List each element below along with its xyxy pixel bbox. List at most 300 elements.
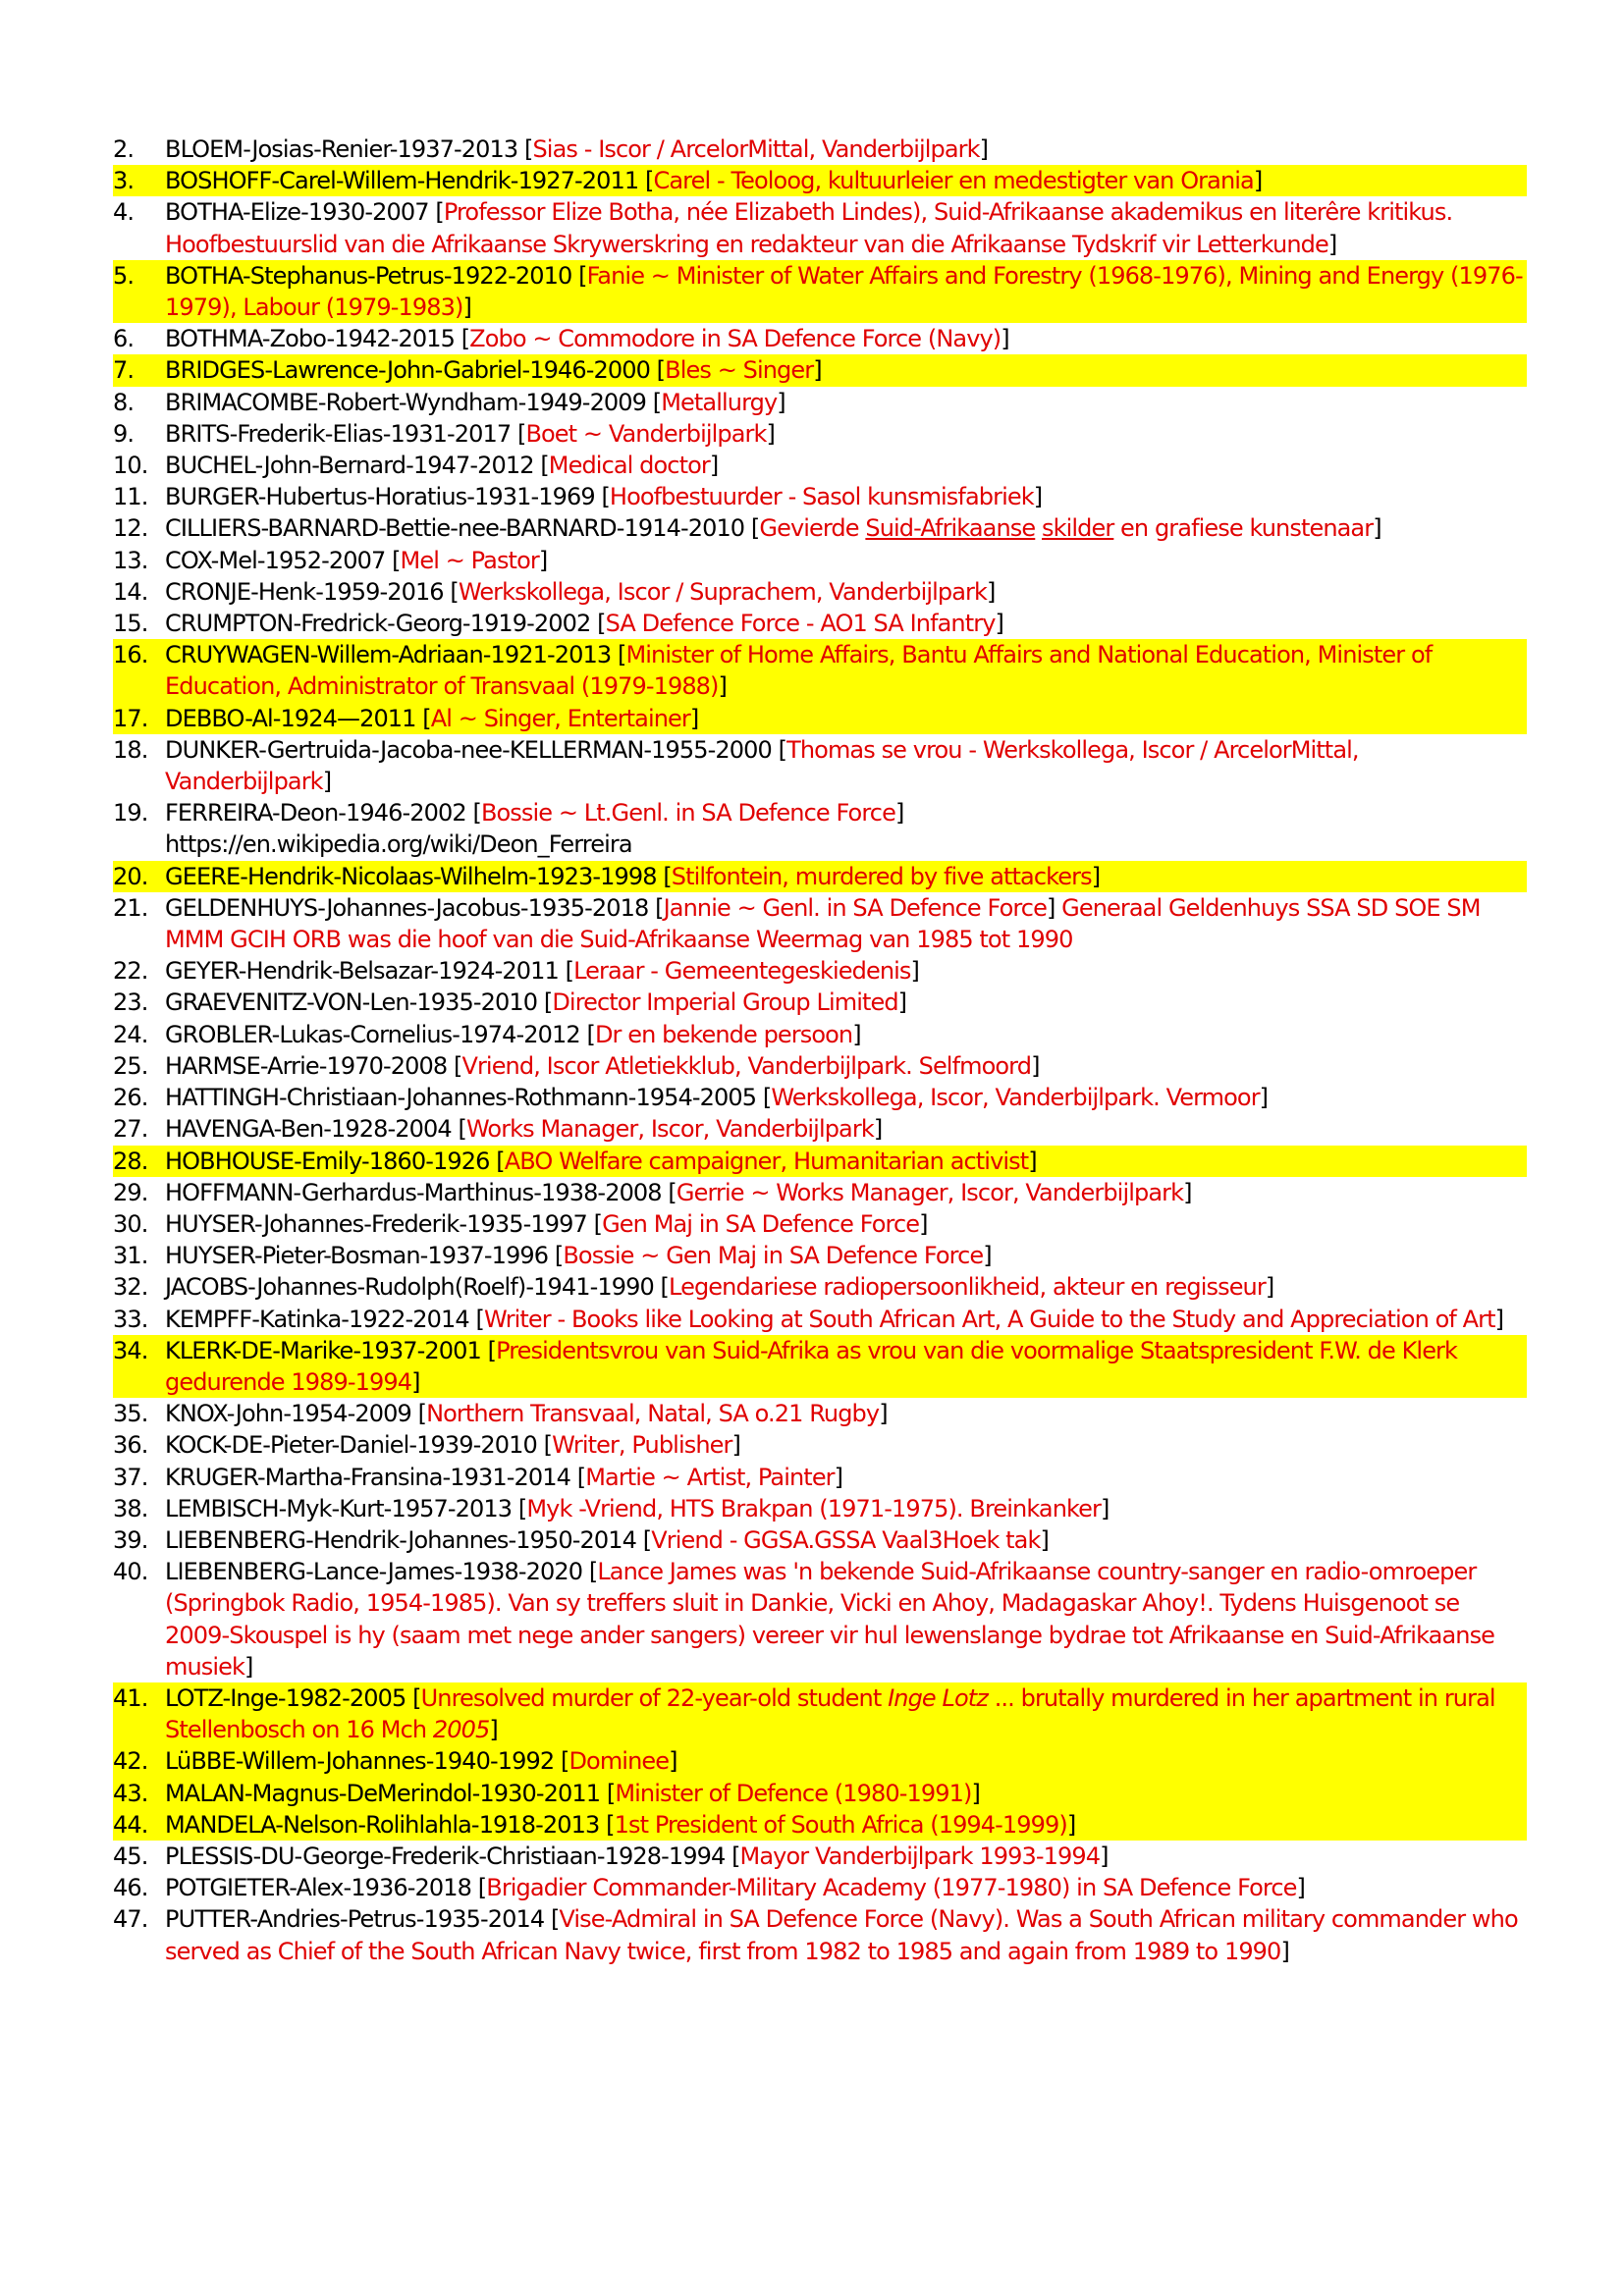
open-bracket: [ xyxy=(656,862,672,890)
list-item-number: 17. xyxy=(113,704,148,732)
open-bracket: [ xyxy=(517,135,533,163)
list-item xyxy=(113,450,1527,481)
close-bracket: ] xyxy=(1046,893,1056,922)
close-bracket: ] xyxy=(873,1115,883,1144)
close-bracket: ] xyxy=(731,1431,740,1460)
close-bracket: ] xyxy=(489,1716,498,1744)
person-name: LEMBISCH-Myk-Kurt-1957-2013 xyxy=(165,1494,513,1522)
list-item xyxy=(113,1493,1527,1524)
list-item-number: 26. xyxy=(113,1084,148,1112)
close-bracket: ] xyxy=(766,419,775,448)
list-item-number: 15. xyxy=(113,610,148,638)
person-description: Unresolved murder of 22-year-old student xyxy=(420,1683,889,1712)
open-bracket: [ xyxy=(410,1400,427,1428)
list-item xyxy=(113,545,1527,576)
list-item-text xyxy=(165,955,1527,987)
list-item-text xyxy=(165,1841,1527,1872)
close-bracket: ] xyxy=(1101,1494,1110,1522)
list-item-number: 40. xyxy=(113,1558,148,1586)
person-name: KLERK-DE-Marike-1937-2001 xyxy=(165,1336,481,1364)
list-item-text xyxy=(165,892,1527,955)
list-item-text xyxy=(165,1778,1527,1809)
list-item-text xyxy=(165,1524,1527,1556)
list-item-text xyxy=(165,1556,1527,1682)
list-item-text xyxy=(165,133,1527,165)
list-item-text xyxy=(165,576,1527,608)
person-name: PUTTER-Andries-Petrus-1935-2014 xyxy=(165,1905,545,1934)
list-item-number: 37. xyxy=(113,1463,148,1491)
list-item xyxy=(113,1462,1527,1493)
list-item-text xyxy=(165,1208,1527,1240)
person-description: Vriend, Iscor Atletiekklub, Vanderbijlpark. Selfmoord xyxy=(461,1051,1032,1080)
close-bracket: ] xyxy=(1296,1874,1305,1902)
list-item-number: 10. xyxy=(113,452,148,480)
list-item-highlighted xyxy=(113,1778,1527,1809)
list-item-number: 22. xyxy=(113,957,148,986)
open-bracket: [ xyxy=(489,1147,505,1175)
list-item-text xyxy=(165,1745,1527,1777)
list-item-number: 45. xyxy=(113,1842,148,1870)
list-item xyxy=(113,512,1527,544)
list-item-text xyxy=(165,608,1527,639)
open-bracket: [ xyxy=(415,704,431,732)
person-name: LOTZ-Inge-1982-2005 xyxy=(165,1683,406,1712)
person-name: HOFFMANN-Gerhardus-Marthinus-1938-2008 xyxy=(165,1178,662,1206)
person-description: Writer, Publisher xyxy=(552,1431,732,1460)
person-name: CILLIERS-BARNARD-Bettie-nee-BARNARD-1914-2010 xyxy=(165,514,745,543)
person-description: Mel ~ Pastor xyxy=(400,546,539,574)
list-item xyxy=(113,1113,1527,1145)
open-bracket: [ xyxy=(771,735,787,764)
person-name: DUNKER-Gertruida-Jacoba-nee-KELLERMAN-1955-2000 xyxy=(165,735,772,764)
list-item xyxy=(113,608,1527,639)
person-name: PLESSIS-DU-George-Frederik-Christiaan-1928-1994 xyxy=(165,1842,726,1870)
open-bracket: [ xyxy=(447,1051,462,1080)
open-bracket: [ xyxy=(548,1242,564,1270)
person-description-extra: Generaal Geldenhuys SSA SD SOE SM MMM GCIH ORB was die hoof van die Suid-Afrikaanse Weermag van 1985 tot 1990 xyxy=(165,893,1481,954)
person-description: Writer - Books like Looking at South African Art, A Guide to the Study and Appreciation of Art xyxy=(483,1305,1495,1333)
list-item-number: 34. xyxy=(113,1336,148,1364)
list-item-text xyxy=(165,1335,1527,1398)
list-item-number: 35. xyxy=(113,1400,148,1428)
list-item-highlighted xyxy=(113,1146,1527,1177)
list-item-highlighted xyxy=(113,1745,1527,1777)
close-bracket: ] xyxy=(979,135,989,163)
list-item xyxy=(113,1050,1527,1082)
person-description: Northern Transvaal, Natal, SA o.21 Rugby xyxy=(426,1400,880,1428)
list-item-text xyxy=(165,797,1527,860)
list-item xyxy=(113,1524,1527,1556)
list-item-number: 21. xyxy=(113,893,148,922)
list-item-number: 13. xyxy=(113,546,148,574)
open-bracket: [ xyxy=(465,799,481,828)
close-bracket: ] xyxy=(669,1747,677,1776)
list-item-text xyxy=(165,1177,1527,1208)
person-name: HUYSER-Johannes-Frederik-1935-1997 xyxy=(165,1209,587,1238)
close-bracket: ] xyxy=(1033,483,1043,511)
list-item-number: 3. xyxy=(113,167,135,195)
person-description: Gevierde xyxy=(759,514,866,543)
list-item-number: 20. xyxy=(113,862,148,890)
list-item-number: 41. xyxy=(113,1683,148,1712)
list-item-number: 23. xyxy=(113,988,148,1017)
person-description: Professor Elize Botha, née Elizabeth Lindes), Suid-Afrikaanse akademikus en literêre kritikus. Hoofbestuurslid van die Afrikaanse Skrywerskring en redakteur van die Afrikaanse Tydskrif vir Letterkunde xyxy=(165,198,1453,258)
open-bracket: [ xyxy=(544,1905,560,1934)
close-bracket: ] xyxy=(1100,1842,1109,1870)
person-name: MANDELA-Nelson-Rolihlahla-1918-2013 xyxy=(165,1810,600,1839)
open-bracket: [ xyxy=(385,546,401,574)
person-name: FERREIRA-Deon-1946-2002 xyxy=(165,799,466,828)
person-description: 1st President of South Africa (1994-1999) xyxy=(614,1810,1067,1839)
close-bracket: ] xyxy=(879,1400,888,1428)
person-name: GEYER-Hendrik-Belsazar-1924-2011 xyxy=(165,957,559,986)
person-description: Minister of Home Affairs, Bantu Affairs and National Education, Minister of Education, Administrator of Transvaal (1979-1988) xyxy=(165,641,1433,701)
person-description: Al ~ Singer, Entertainer xyxy=(430,704,690,732)
list-item-text xyxy=(165,861,1527,892)
person-description: Jannie ~ Genl. in SA Defence Force xyxy=(663,893,1047,922)
open-bracket: [ xyxy=(590,610,606,638)
person-description: Minister of Defence (1980-1991) xyxy=(615,1779,972,1807)
person-description: Vise-Admiral in SA Defence Force (Navy). Was a South African military commander who served as Chief of the South African Navy twice, first from 1982 to 1985 and again from 1989 to 1990 xyxy=(165,1905,1518,1965)
person-description: Werkskollega, Iscor / Suprachem, Vanderbijlpark xyxy=(458,577,987,606)
open-bracket: [ xyxy=(636,1525,652,1554)
close-bracket: ] xyxy=(1280,1937,1289,1965)
person-name: DEBBO-Al-1924—2011 xyxy=(165,704,416,732)
close-bracket: ] xyxy=(894,799,904,828)
person-description: Brigadier Commander-Military Academy (1977-1980) in SA Defence Force xyxy=(486,1874,1297,1902)
close-bracket: ] xyxy=(322,768,332,796)
description-text: ... brutally murdered in her apartment in rural Stellenbosch on 16 Mch xyxy=(165,1683,1495,1744)
list-item xyxy=(113,481,1527,512)
list-item-number: 32. xyxy=(113,1273,148,1302)
close-bracket: ] xyxy=(538,546,548,574)
list-item-text xyxy=(165,450,1527,481)
list-item-number: 46. xyxy=(113,1874,148,1902)
list-item-text xyxy=(165,1682,1527,1745)
list-item-text xyxy=(165,1809,1527,1841)
open-bracket: [ xyxy=(611,641,626,669)
list-item-text xyxy=(165,354,1527,386)
list-item-text xyxy=(165,1398,1527,1429)
close-bracket: ] xyxy=(919,1209,928,1238)
reference-url: https://en.wikipedia.org/wiki/Deon_Ferreira xyxy=(165,830,632,859)
open-bracket: [ xyxy=(468,1305,484,1333)
list-item xyxy=(113,1398,1527,1429)
person-name: HARMSE-Arrie-1970-2008 xyxy=(165,1051,448,1080)
close-bracket: ] xyxy=(983,1242,992,1270)
description-text: en grafiese kunstenaar xyxy=(1113,514,1374,543)
list-item-number: 31. xyxy=(113,1242,148,1270)
close-bracket: ] xyxy=(1253,167,1263,195)
person-name: CRUMPTON-Fredrick-Georg-1919-2002 xyxy=(165,610,591,638)
description-italic: Inge Lotz xyxy=(888,1683,988,1712)
open-bracket: [ xyxy=(533,452,549,480)
list-item-number: 27. xyxy=(113,1115,148,1144)
list-item-text xyxy=(165,639,1527,702)
open-bracket: [ xyxy=(536,1431,553,1460)
person-name: BOTHMA-Zobo-1942-2015 xyxy=(165,325,455,353)
person-description: Gerrie ~ Works Manager, Iscor, Vanderbijlpark xyxy=(676,1178,1184,1206)
close-bracket: ] xyxy=(813,356,822,385)
list-item-number: 25. xyxy=(113,1051,148,1080)
person-name: MALAN-Magnus-DeMerindol-1930-2011 xyxy=(165,1779,601,1807)
open-bracket: [ xyxy=(428,198,444,227)
list-item-text xyxy=(165,1082,1527,1113)
open-bracket: [ xyxy=(406,1683,421,1712)
open-bracket: [ xyxy=(594,483,610,511)
list-item-highlighted xyxy=(113,354,1527,386)
open-bracket: [ xyxy=(558,957,574,986)
close-bracket: ] xyxy=(411,1367,420,1396)
person-name: BRIDGES-Lawrence-John-Gabriel-1946-2000 xyxy=(165,356,650,385)
list-item-text xyxy=(165,165,1527,196)
person-description: Medical doctor xyxy=(548,452,710,480)
list-item-number: 8. xyxy=(113,388,135,416)
close-bracket: ] xyxy=(1001,325,1009,353)
person-name: KNOX-John-1954-2009 xyxy=(165,1400,411,1428)
list-item xyxy=(113,1240,1527,1271)
open-bracket: [ xyxy=(648,893,664,922)
list-item-number: 2. xyxy=(113,135,135,163)
close-bracket: ] xyxy=(1183,1178,1192,1206)
person-description: SA Defence Force - AO1 SA Infantry xyxy=(605,610,996,638)
person-description: Boet ~ Vanderbijlpark xyxy=(525,419,767,448)
list-item xyxy=(113,1872,1527,1903)
open-bracket: [ xyxy=(756,1084,772,1112)
description-underlined: skilder xyxy=(1042,514,1114,543)
list-item-number: 5. xyxy=(113,261,135,290)
open-bracket: [ xyxy=(480,1336,497,1364)
list-item-text xyxy=(165,418,1527,450)
list-item-number: 19. xyxy=(113,799,148,828)
open-bracket: [ xyxy=(599,1810,615,1839)
open-bracket: [ xyxy=(586,1209,603,1238)
list-item-text xyxy=(165,545,1527,576)
close-bracket: ] xyxy=(1259,1084,1269,1112)
person-name: GEERE-Hendrik-Nicolaas-Wilhelm-1923-1998 xyxy=(165,862,657,890)
list-item-number: 44. xyxy=(113,1810,148,1839)
person-description: Myk -Vriend, HTS Brakpan (1971-1975). Breinkanker xyxy=(526,1494,1101,1522)
open-bracket: [ xyxy=(600,1779,616,1807)
list-item-text xyxy=(165,1429,1527,1461)
person-name: CRUYWAGEN-Willem-Adriaan-1921-2013 xyxy=(165,641,612,669)
list-item-highlighted xyxy=(113,861,1527,892)
person-description: Fanie ~ Minister of Water Affairs and Forestry (1968-1976), Mining and Energy (1976-1979), Labour (1979-1983) xyxy=(165,261,1523,322)
close-bracket: ] xyxy=(987,577,996,606)
person-description: Werkskollega, Iscor, Vanderbijlpark. Vermoor xyxy=(771,1084,1260,1112)
open-bracket: [ xyxy=(646,388,662,416)
close-bracket: ] xyxy=(852,1020,861,1048)
person-name: JACOBS-Johannes-Rudolph(Roelf)-1941-1990 xyxy=(165,1273,654,1302)
list-item-number: 12. xyxy=(113,514,148,543)
close-bracket: ] xyxy=(709,452,719,480)
list-item-highlighted xyxy=(113,1335,1527,1398)
close-bracket: ] xyxy=(689,704,699,732)
list-item-number: 24. xyxy=(113,1020,148,1048)
close-bracket: ] xyxy=(1040,1525,1049,1554)
list-item xyxy=(113,1082,1527,1113)
open-bracket: [ xyxy=(571,261,587,290)
open-bracket: [ xyxy=(537,988,553,1017)
list-item xyxy=(113,1304,1527,1335)
person-description: ABO Welfare campaigner, Humanitarian activist xyxy=(504,1147,1029,1175)
person-description: Sias - Iscor / ArcelorMittal, Vanderbijlpark xyxy=(532,135,980,163)
close-bracket: ] xyxy=(1028,1147,1037,1175)
person-description: Presidentsvrou van Suid-Afrika as vrou van die voormalige Staatspresident F.W. de Klerk gedurende 1989-1994 xyxy=(165,1336,1458,1396)
list-item-text xyxy=(165,260,1527,323)
open-bracket: [ xyxy=(661,1178,677,1206)
person-name: BUCHEL-John-Bernard-1947-2012 xyxy=(165,452,534,480)
description-text xyxy=(1035,514,1042,542)
open-bracket: [ xyxy=(511,419,526,448)
list-item-text xyxy=(165,987,1527,1018)
list-item-number: 28. xyxy=(113,1147,148,1175)
open-bracket: [ xyxy=(653,1273,670,1302)
list-item-text xyxy=(165,196,1527,259)
list-item xyxy=(113,987,1527,1018)
list-item-text xyxy=(165,1113,1527,1145)
person-name: BRIMACOMBE-Robert-Wyndham-1949-2009 xyxy=(165,388,647,416)
close-bracket: ] xyxy=(718,672,727,701)
list-item xyxy=(113,1556,1527,1682)
list-item xyxy=(113,1177,1527,1208)
list-item-text xyxy=(165,387,1527,418)
person-description: Director Imperial Group Limited xyxy=(552,988,898,1017)
close-bracket: ] xyxy=(1066,1810,1076,1839)
person-name: BURGER-Hubertus-Horatius-1931-1969 xyxy=(165,483,595,511)
list-item-text xyxy=(165,1271,1527,1303)
person-name: LIEBENBERG-Lance-James-1938-2020 xyxy=(165,1558,583,1586)
close-bracket: ] xyxy=(244,1652,253,1681)
document-page xyxy=(113,133,1527,1967)
list-item-number: 42. xyxy=(113,1747,148,1776)
close-bracket: ] xyxy=(1031,1051,1040,1080)
list-item xyxy=(113,323,1527,354)
list-item xyxy=(113,418,1527,450)
list-item xyxy=(113,133,1527,165)
list-item-text xyxy=(165,1462,1527,1493)
list-item xyxy=(113,1841,1527,1872)
person-name: BOTHA-Elize-1930-2007 xyxy=(165,198,429,227)
description-underlined: Suid-Afrikaanse xyxy=(865,514,1036,543)
list-item-text xyxy=(165,1146,1527,1177)
list-item-highlighted xyxy=(113,1682,1527,1745)
person-name: HAVENGA-Ben-1928-2004 xyxy=(165,1115,452,1144)
close-bracket: ] xyxy=(1373,514,1381,543)
open-bracket: [ xyxy=(443,577,459,606)
list-item xyxy=(113,576,1527,608)
list-item xyxy=(113,892,1527,955)
list-item-number: 18. xyxy=(113,735,148,764)
list-item-text xyxy=(165,703,1527,734)
list-item-text xyxy=(165,1304,1527,1335)
person-name: CRONJE-Henk-1959-2016 xyxy=(165,577,444,606)
person-name: GRAEVENITZ-VON-Len-1935-2010 xyxy=(165,988,538,1017)
close-bracket: ] xyxy=(777,388,785,416)
person-name: HUYSER-Pieter-Bosman-1937-1996 xyxy=(165,1242,549,1270)
list-item-number: 39. xyxy=(113,1525,148,1554)
person-name: LüBBE-Willem-Johannes-1940-1992 xyxy=(165,1747,555,1776)
close-bracket: ] xyxy=(462,294,471,322)
person-name: HATTINGH-Christiaan-Johannes-Rothmann-1954-2005 xyxy=(165,1084,757,1112)
list-item-text xyxy=(165,1872,1527,1903)
list-item-number: 6. xyxy=(113,325,135,353)
person-name: HOBHOUSE-Emily-1860-1926 xyxy=(165,1147,490,1175)
person-name: KEMPFF-Katinka-1922-2014 xyxy=(165,1305,469,1333)
open-bracket: [ xyxy=(582,1558,598,1586)
open-bracket: [ xyxy=(512,1494,527,1522)
list-item-text xyxy=(165,734,1527,797)
open-bracket: [ xyxy=(725,1842,740,1870)
person-description: Mayor Vanderbijlpark 1993-1994 xyxy=(739,1842,1101,1870)
list-item-number: 9. xyxy=(113,419,135,448)
person-description: Dr en bekende persoon xyxy=(594,1020,853,1048)
open-bracket: [ xyxy=(471,1874,487,1902)
person-description: Vriend - GGSA.GSSA Vaal3Hoek tak xyxy=(651,1525,1041,1554)
list-item-highlighted xyxy=(113,260,1527,323)
list-item-number: 7. xyxy=(113,356,135,385)
person-name: KOCK-DE-Pieter-Daniel-1939-2010 xyxy=(165,1431,537,1460)
list-item xyxy=(113,797,1527,860)
list-item xyxy=(113,387,1527,418)
person-description: Thomas se vrou - Werkskollega, Iscor / ArcelorMittal, Vanderbijlpark xyxy=(165,735,1359,796)
person-description: Martie ~ Artist, Painter xyxy=(585,1463,835,1491)
close-bracket: ] xyxy=(971,1779,980,1807)
list-item-number: 33. xyxy=(113,1305,148,1333)
person-name: GELDENHUYS-Johannes-Jacobus-1935-2018 xyxy=(165,893,649,922)
person-description: Hoofbestuurder - Sasol kunsmisfabriek xyxy=(609,483,1034,511)
list-item xyxy=(113,1903,1527,1966)
person-description: Bossie ~ Lt.Genl. in SA Defence Force xyxy=(480,799,895,828)
list-item-number: 43. xyxy=(113,1779,148,1807)
description-italic: 2005 xyxy=(432,1716,490,1744)
person-description: Stilfontein, murdered by five attackers xyxy=(671,862,1092,890)
person-description: Legendariese radiopersoonlikheid, akteur en regisseur xyxy=(669,1273,1266,1302)
list-item-number: 16. xyxy=(113,641,148,669)
list-item-text xyxy=(165,1050,1527,1082)
list-item-highlighted xyxy=(113,1809,1527,1841)
person-name: BRITS-Frederik-Elias-1931-2017 xyxy=(165,419,512,448)
person-description: Dominee xyxy=(568,1747,670,1776)
open-bracket: [ xyxy=(451,1115,466,1144)
close-bracket: ] xyxy=(1494,1305,1504,1333)
list-item-text xyxy=(165,481,1527,512)
person-description: Gen Maj in SA Defence Force xyxy=(602,1209,920,1238)
close-bracket: ] xyxy=(910,957,920,986)
list-item-text xyxy=(165,1240,1527,1271)
open-bracket: [ xyxy=(638,167,654,195)
person-name: POTGIETER-Alex-1936-2018 xyxy=(165,1874,472,1902)
person-description: Leraar - Gemeentegeskiedenis xyxy=(573,957,911,986)
person-name: COX-Mel-1952-2007 xyxy=(165,546,386,574)
person-description: Bossie ~ Gen Maj in SA Defence Force xyxy=(563,1242,984,1270)
list-item-number: 11. xyxy=(113,483,148,511)
list-item xyxy=(113,1429,1527,1461)
person-description: Metallurgy xyxy=(661,388,778,416)
person-name: LIEBENBERG-Hendrik-Johannes-1950-2014 xyxy=(165,1525,636,1554)
person-description: Carel - Teoloog, kultuurleier en medestigter van Orania xyxy=(653,167,1254,195)
person-name: BOTHA-Stephanus-Petrus-1922-2010 xyxy=(165,261,572,290)
list-item-highlighted xyxy=(113,703,1527,734)
person-description: Lance James was 'n bekende Suid-Afrikaanse country-sanger en radio-omroeper (Springbok Radio, 1954-1985). Van sy treffers sluit in Dankie, Vicki en Ahoy, Madagaskar Ahoy!. Tydens Huisgenoot se 2009-Skouspel is hy (saam met nege ander sangers) vereer vir hul lewenslange bydrae tot Afrikaanse en Suid-Afrikaanse musiek xyxy=(165,1558,1495,1681)
list-item xyxy=(113,955,1527,987)
person-description: Zobo ~ Commodore in SA Defence Force (Navy) xyxy=(469,325,1001,353)
close-bracket: ] xyxy=(995,610,1003,638)
person-name: GROBLER-Lukas-Cornelius-1974-2012 xyxy=(165,1020,580,1048)
list-item-number: 30. xyxy=(113,1209,148,1238)
list-item-number: 47. xyxy=(113,1905,148,1934)
close-bracket: ] xyxy=(1327,230,1337,258)
